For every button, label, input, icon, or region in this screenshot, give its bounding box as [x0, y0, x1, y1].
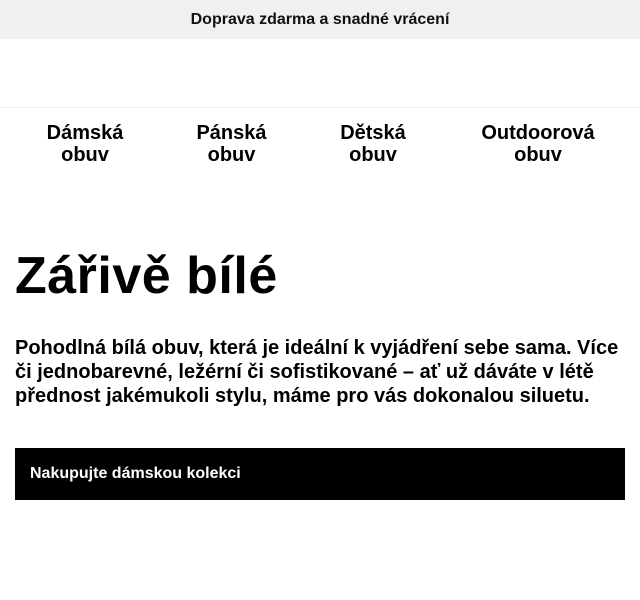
- nav-item-mens-shoes[interactable]: Pánská obuv: [196, 122, 267, 166]
- nav-item-kids-shoes[interactable]: Dětská obuv: [340, 122, 406, 166]
- promo-banner: [0, 0, 640, 39]
- nav-item-womens-shoes[interactable]: Dámská obuv: [46, 122, 124, 166]
- hero-section: [0, 246, 640, 500]
- category-nav: [0, 108, 640, 174]
- hero-title: Zářivě bílé: [15, 247, 278, 305]
- hero-description: Pohodlná bílá obuv, která je ideální k vyjádření sebe sama. Více či jednobarevné, ležérní či sofistikované – ať už dáváte v létě přednost jakémukoli stylu, máme pro vás dokonalou siluetu.: [15, 337, 619, 407]
- nav-item-outdoor-shoes[interactable]: Outdoorová obuv: [481, 122, 595, 166]
- promo-text: Doprava zdarma a snadné vrácení: [190, 10, 450, 28]
- header-logo-area: [0, 39, 640, 108]
- shop-womens-collection-button[interactable]: Nakupujte dámskou kolekci: [15, 448, 625, 500]
